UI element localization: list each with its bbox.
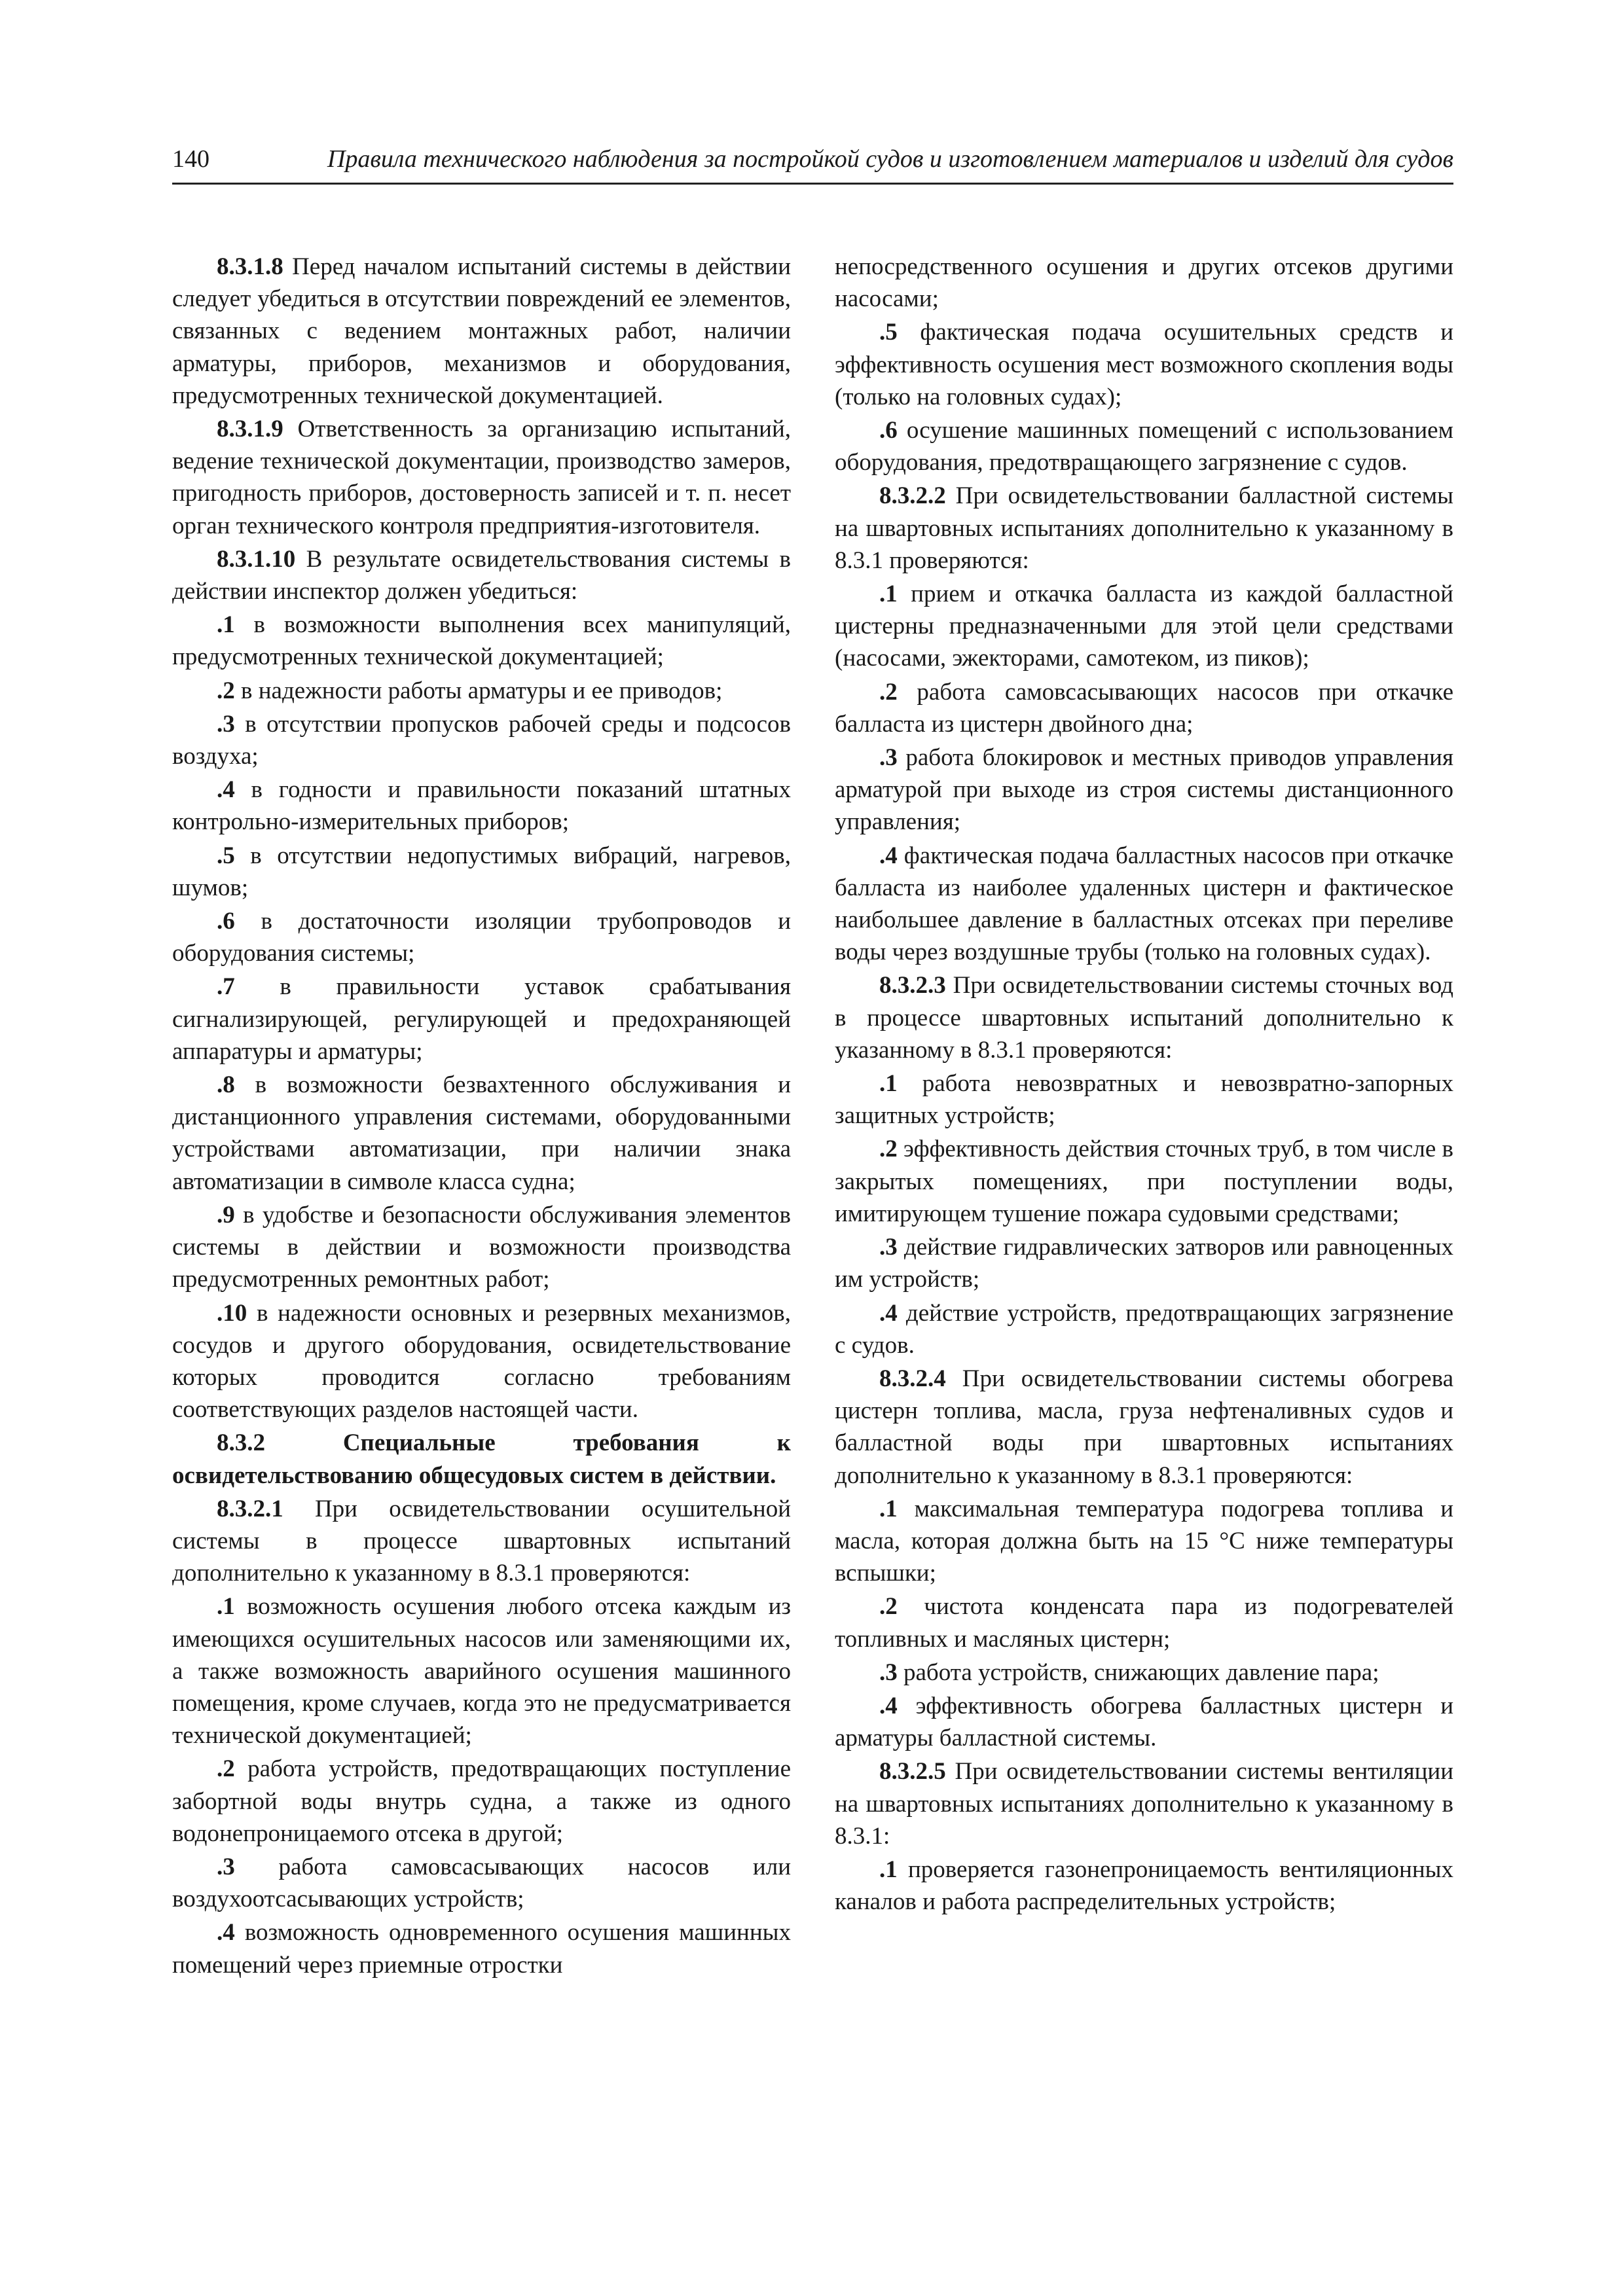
paragraph-text: осушение машинных помещений с использованием оборудования, предотвращающего загрязнение с судов. [835, 417, 1453, 476]
paragraph-text: Ответственность за организацию испытаний, ведение технической документации, производство замеров, пригодность приборов, достоверность записей и т. п. несет орган технического контроля предприятия-изготовителя. [172, 416, 791, 539]
paragraph [835, 1493, 1453, 1590]
page-header [172, 141, 1453, 185]
paragraph [172, 609, 791, 673]
paragraph-label: 8.3.2.2 [879, 482, 946, 510]
paragraph-label: .4 [879, 842, 898, 869]
paragraph-label: .1 [217, 1593, 235, 1621]
paragraph-label: .1 [217, 611, 235, 639]
paragraph [172, 1199, 791, 1296]
paragraph [172, 413, 791, 542]
paragraph [835, 1590, 1453, 1655]
paragraph-label: 8.3.2.1 [217, 1495, 283, 1522]
paragraph-text: в правильности уставок срабатывания сигнализирующей, регулирующей и предохраняющей аппаратуры и арматуры; [172, 973, 791, 1065]
paragraph-text: работа устройств, предотвращающих поступление забортной воды внутрь судна, а также из одного водонепроницаемого отсека в другой; [172, 1755, 791, 1847]
paragraph-text: При освидетельствовании балластной системы на швартовных испытаниях дополнительно к указанному в 8.3.1 проверяются: [835, 482, 1453, 574]
paragraph [172, 1590, 791, 1751]
paragraph [172, 251, 791, 412]
paragraph [835, 578, 1453, 675]
paragraph-label: .3 [217, 1853, 235, 1880]
paragraph-label: 8.3.2.4 [879, 1365, 946, 1392]
paragraph-label: .3 [879, 1234, 898, 1261]
paragraph-label: 8.3.2.5 [879, 1758, 946, 1785]
paragraph [835, 1067, 1453, 1132]
paragraph [835, 840, 1453, 969]
paragraph-label: .4 [217, 1919, 235, 1946]
paragraph [172, 840, 791, 904]
paragraph-text: При освидетельствовании системы вентиляции на швартовных испытаниях дополнительно к указанному в 8.3.1: [835, 1758, 1453, 1850]
paragraph-text: действие гидравлических затворов или равноценных им устройств; [835, 1234, 1453, 1293]
paragraph [835, 1363, 1453, 1492]
paragraph-text: в отсутствии недопустимых вибраций, нагревов, шумов; [172, 842, 791, 901]
paragraph-text: в достаточности изоляции трубопроводов и оборудования системы; [172, 908, 791, 967]
paragraph [172, 1916, 791, 1981]
paragraph [172, 905, 791, 969]
paragraph-text: При освидетельствовании системы обогрева цистерн топлива, масла, груза нефтеналивных судов и балластной воды при швартовных испытаниях дополнительно к указанному в 8.3.1 проверяются: [835, 1365, 1453, 1489]
paragraph [835, 480, 1453, 577]
paragraph [172, 1427, 791, 1491]
paragraph-text: в возможности безвахтенного обслуживания и дистанционного управления системами, оборудованными устройствами автоматизации, при наличии знака автоматизации в символе класса судна; [172, 1071, 791, 1195]
paragraph [835, 414, 1453, 478]
paragraph-label: 8.3.1.8 [217, 253, 283, 280]
paragraph-label: .6 [217, 908, 235, 935]
paragraph-text: в отсутствии пропусков рабочей среды и подсосов воздуха; [172, 710, 791, 770]
paragraph-text: возможность осушения любого отсека каждым из имеющихся осушительных насосов или заменяющими их, а также возможность аварийного осушения машинного помещения, кроме случаев, когда это не предусматривается технической документацией; [172, 1593, 791, 1749]
paragraph-text: возможность одновременного осушения машинных помещений через приемные отростки [172, 1919, 791, 1979]
paragraph-label: .4 [879, 1692, 898, 1719]
paragraph-text: работа невозвратных и невозвратно-запорных защитных устройств; [835, 1070, 1453, 1130]
paragraph [835, 1755, 1453, 1852]
paragraph-text: работа самовсасывающих насосов или воздухоотсасывающих устройств; [172, 1853, 791, 1913]
paragraph-text: прием и откачка балласта из каждой балластной цистерны предназначенными для этой цели средствами (насосами, эжекторами, самотеком, из пиков); [835, 581, 1453, 672]
paragraph [172, 675, 791, 707]
page-number: 140 [172, 145, 210, 173]
paragraph-text: В результате освидетельствования системы в действии инспектор должен убедиться: [172, 545, 791, 605]
paragraph [172, 543, 791, 607]
paragraph [172, 774, 791, 838]
paragraph [835, 1854, 1453, 1918]
paragraph-label: .4 [217, 776, 235, 804]
paragraph-label: .1 [879, 581, 898, 608]
paragraph-label: 8.3.2.3 [879, 972, 946, 999]
paragraph-text: фактическая подача балластных насосов при откачке балласта из наиболее удаленных цистерн и фактическое наибольшее давление в балластных отсеках при переливе воды через воздушные трубы (только на головных судах). [835, 842, 1453, 966]
paragraph-text: в годности и правильности показаний штатных контрольно-измерительных приборов; [172, 776, 791, 836]
paragraph [835, 251, 1453, 315]
left-column [172, 251, 791, 1982]
paragraph [835, 316, 1453, 413]
paragraph-label: 8.3.1.10 [217, 545, 296, 573]
paragraph-label: .2 [217, 677, 235, 704]
paragraph-label: .2 [217, 1755, 235, 1783]
paragraph [172, 708, 791, 772]
paragraph-text: в надежности работы арматуры и ее приводов; [234, 677, 723, 704]
running-title: Правила технического наблюдения за постройкой судов и изготовлением материалов и изделий для судов [327, 145, 1453, 173]
paragraph-label: .2 [879, 678, 898, 706]
paragraph-text: эффективность действия сточных труб, в том числе в закрытых помещениях, при поступлении воды, имитирующем тушение пожара судовыми средствами; [835, 1136, 1453, 1227]
paragraph-label: .9 [217, 1201, 235, 1229]
paragraph-label: 8.3.2 Специальные требования к освидетельствованию общесудовых систем в действии. [172, 1429, 791, 1489]
paragraph-label: 8.3.1.9 [217, 416, 283, 443]
paragraph-label: .3 [217, 710, 235, 738]
paragraph-text: эффективность обогрева балластных цистерн и арматуры балластной системы. [835, 1692, 1453, 1752]
paragraph [835, 1231, 1453, 1295]
paragraph [835, 1133, 1453, 1230]
paragraph-text: максимальная температура подогрева топлива и масла, которая должна быть на 15 °С ниже температуры вспышки; [835, 1495, 1453, 1587]
paragraph [172, 1297, 791, 1426]
paragraph-label: .5 [879, 319, 898, 346]
paragraph [835, 676, 1453, 740]
paragraph-text: работа блокировок и местных приводов управления арматурой при выходе из строя системы дистанционного управления; [835, 744, 1453, 836]
paragraph-label: .1 [879, 1495, 898, 1522]
paragraph-label: .7 [217, 973, 235, 1001]
paragraph [172, 1851, 791, 1915]
paragraph-text: непосредственного осушения и других отсеков другими насосами; [835, 253, 1453, 313]
paragraph-text: проверяется газонепроницаемость вентиляционных каналов и работа распределительных устройств; [835, 1856, 1453, 1916]
paragraph-label: .10 [217, 1299, 247, 1327]
paragraph-text: работа самовсасывающих насосов при откачке балласта из цистерн двойного дна; [835, 678, 1453, 738]
paragraph-label: .2 [879, 1136, 898, 1163]
paragraph-label: .3 [879, 744, 898, 772]
paragraph [835, 742, 1453, 838]
paragraph-label: .8 [217, 1071, 235, 1099]
paragraph [835, 1690, 1453, 1754]
paragraph-text: Перед началом испытаний системы в действии следует убедиться в отсутствии повреждений ее элементов, связанных с ведением монтажных работ, наличии арматуры, приборов, механизмов и оборудования, предусмотренных технической документацией. [172, 253, 791, 409]
paragraph-text: в удобстве и безопасности обслуживания элементов системы в действии и возможности производства предусмотренных ремонтных работ; [172, 1201, 791, 1293]
paragraph-label: .3 [879, 1659, 898, 1686]
paragraph-label: .5 [217, 842, 235, 869]
paragraph [835, 1657, 1453, 1689]
paragraph-label: .4 [879, 1299, 898, 1327]
paragraph-label: .6 [879, 417, 898, 444]
paragraph [172, 971, 791, 1067]
paragraph [172, 1493, 791, 1590]
paragraph [172, 1069, 791, 1198]
paragraph-text: работа устройств, снижающих давление пара; [897, 1659, 1379, 1686]
paragraph-text: чистота конденсата пара из подогревателей топливных и масляных цистерн; [835, 1593, 1453, 1653]
paragraph-label: .1 [879, 1856, 898, 1883]
paragraph-text: действие устройств, предотвращающих загрязнение с судов. [835, 1299, 1453, 1359]
paragraph-label: .1 [879, 1070, 898, 1098]
paragraph [172, 1753, 791, 1850]
right-column [835, 251, 1453, 1919]
paragraph-text: фактическая подача осушительных средств и эффективность осушения мест возможного скопления воды (только на головных судах); [835, 319, 1453, 410]
paragraph-text: в надежности основных и резервных механизмов, сосудов и другого оборудования, освидетельствование которых проводится согласно требованиям соответствующих разделов настоящей части. [172, 1299, 791, 1424]
paragraph [835, 1297, 1453, 1361]
paragraph-text: При освидетельствовании осушительной системы в процессе швартовных испытаний дополнительно к указанному в 8.3.1 проверяются: [172, 1495, 791, 1587]
paragraph [835, 969, 1453, 1066]
paragraph-label: .2 [879, 1593, 898, 1621]
paragraph-text: в возможности выполнения всех манипуляций, предусмотренных технической документацией; [172, 611, 791, 671]
paragraph-text: При освидетельствовании системы сточных вод в процессе швартовных испытаний дополнительно к указанному в 8.3.1 проверяются: [835, 972, 1453, 1064]
